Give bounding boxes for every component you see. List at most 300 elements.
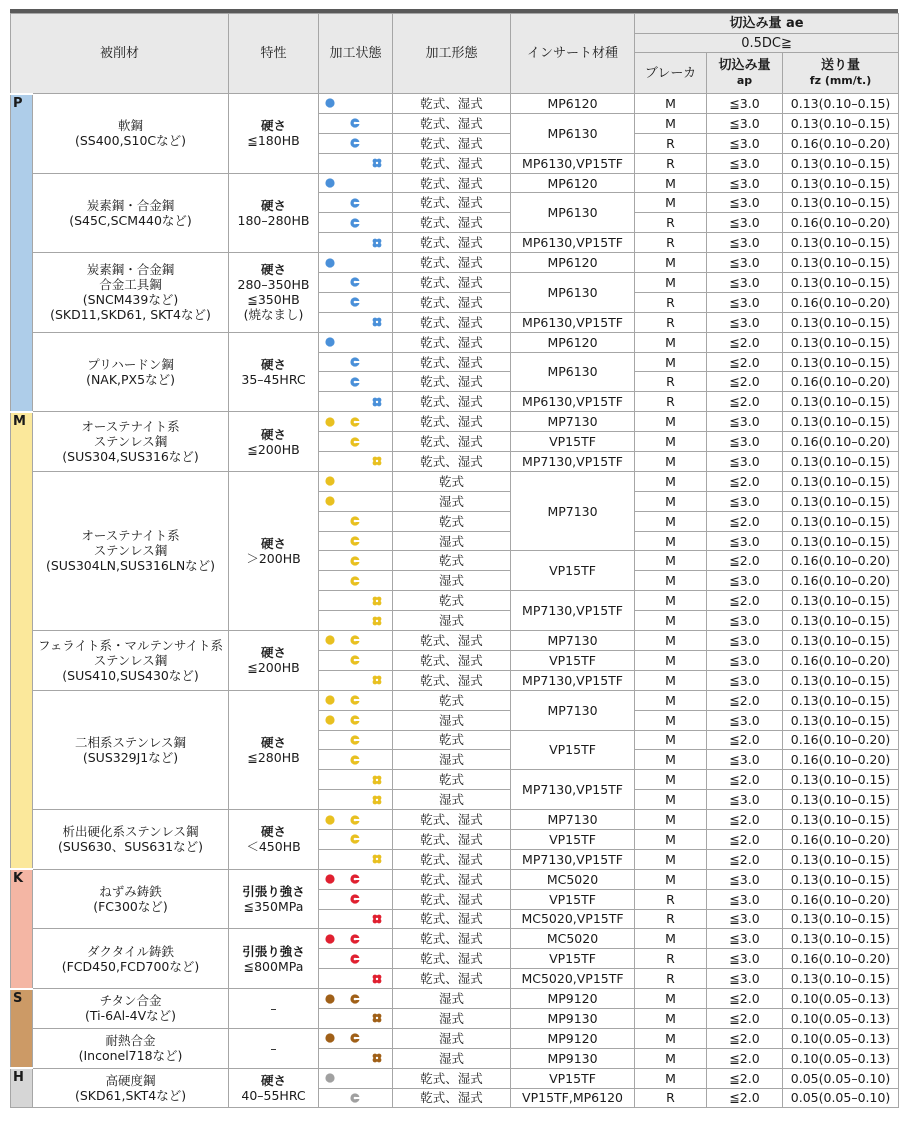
condition-icon-group [319,274,392,290]
depth-ap: ≦2.0 [707,511,783,531]
property-line: 引張り強さ [242,943,305,959]
machining-form: 乾式、湿式 [393,213,511,233]
breaker-type: M [635,531,707,551]
depth-ap: ≦2.0 [707,372,783,392]
machining-form: 乾式、湿式 [393,1088,511,1108]
breaker-type: M [635,770,707,790]
material-line: 二相系ステンレス鋼 [75,734,186,750]
insert-grade: MP7130 [511,631,635,651]
material-line: プリハードン鋼 [87,356,174,372]
condition-icons [319,1068,393,1088]
material-property [229,94,319,174]
machining-form: 乾式、湿式 [393,113,511,133]
material-line: 合金工具鋼 [99,277,162,293]
depth-ap: ≦3.0 [707,531,783,551]
depth-ap: ≦2.0 [707,1048,783,1068]
header-ap-unit: ap [736,74,753,87]
feed-fz: 0.10(0.05–0.13) [783,989,899,1009]
property-line: 硬さ [261,734,287,750]
notched-circle-icon [350,198,360,208]
condition-icons [319,949,393,969]
depth-ap: ≦3.0 [707,292,783,312]
breaker-type: R [635,292,707,312]
breaker-type: M [635,253,707,273]
material-line: ステンレス鋼 [93,543,168,559]
material-name [33,1068,229,1108]
table-row [11,173,899,193]
depth-ap: ≦2.0 [707,1008,783,1028]
material-property [229,631,319,691]
material-property [229,253,319,333]
property-line: 硬さ [261,535,287,551]
condition-icon-group [319,632,392,648]
depth-ap: ≦3.0 [707,173,783,193]
feed-fz: 0.13(0.10–0.15) [783,153,899,173]
feed-fz: 0.13(0.10–0.15) [783,909,899,929]
condition-icon-group [319,573,392,589]
feed-fz: 0.16(0.10–0.20) [783,292,899,312]
breaker-type: M [635,551,707,571]
machining-form: 乾式 [393,511,511,531]
machining-form: 乾式、湿式 [393,829,511,849]
material-name [33,94,229,174]
feed-fz: 0.16(0.10–0.20) [783,730,899,750]
condition-icons [319,213,393,233]
machining-form: 乾式 [393,471,511,491]
insert-grade: MP6120 [511,253,635,273]
insert-grade: MC5020 [511,929,635,949]
condition-icons [319,929,393,949]
material-line: 炭素鋼・合金鋼 [86,197,175,213]
condition-icons [319,989,393,1009]
feed-fz: 0.13(0.10–0.15) [783,670,899,690]
notched-circle-icon [350,954,360,964]
depth-ap: ≦3.0 [707,790,783,810]
material-property [229,173,319,253]
depth-ap: ≦3.0 [707,889,783,909]
notched-circle-icon [350,755,360,765]
table-row [11,631,899,651]
table-row [11,471,899,491]
condition-icon-group [319,891,392,907]
feed-fz: 0.13(0.10–0.15) [783,332,899,352]
insert-grade: MP7130,VP15TF [511,670,635,690]
breaker-type: M [635,452,707,472]
insert-grade: MP9130 [511,1048,635,1068]
insert-grade: MP9120 [511,1028,635,1048]
feed-fz: 0.16(0.10–0.20) [783,432,899,452]
insert-grade: VP15TF [511,551,635,591]
depth-ap: ≦3.0 [707,631,783,651]
breaker-type: M [635,193,707,213]
property-line: ≦180HB [247,133,300,149]
condition-icon-group [319,95,392,111]
material-line: ステンレス鋼 [93,652,168,668]
breaker-type: M [635,173,707,193]
solid-circle-icon [325,178,335,188]
condition-icon-group [319,235,392,251]
property-line: – [270,1000,277,1016]
header-feed-unit: fz (mm/t.) [809,74,872,87]
machining-form: 湿式 [393,611,511,631]
depth-ap: ≦2.0 [707,591,783,611]
material-line: 耐熱合金 [105,1033,156,1049]
material-property [229,1068,319,1108]
material-name [33,471,229,630]
machining-form: 乾式、湿式 [393,94,511,114]
insert-grade: VP15TF [511,829,635,849]
condition-icons [319,153,393,173]
condition-icons [319,790,393,810]
insert-grade: MC5020,VP15TF [511,969,635,989]
machining-form: 湿式 [393,571,511,591]
table-row [11,869,899,889]
table-row [11,810,899,830]
machining-form: 乾式、湿式 [393,869,511,889]
notched-circle-icon [350,655,360,665]
material-property [229,690,319,809]
condition-icon-group [319,1050,392,1066]
breaker-type: R [635,969,707,989]
property-line: 280–350HB [237,277,310,293]
feed-fz: 0.10(0.05–0.13) [783,1028,899,1048]
machining-form: 乾式、湿式 [393,452,511,472]
depth-ap: ≦3.0 [707,253,783,273]
indexable-insert-icon [372,775,382,785]
insert-grade: MP6130,VP15TF [511,153,635,173]
condition-icons [319,730,393,750]
condition-icons [319,551,393,571]
property-line: 180–280HB [237,212,310,228]
insert-grade: VP15TF [511,949,635,969]
header-depth-group: 切込み量 ae [635,14,899,34]
depth-ap: ≦3.0 [707,750,783,770]
condition-icons [319,312,393,332]
property-line: ≦280HB [247,749,300,765]
condition-icon-group [319,772,392,788]
condition-icons [319,591,393,611]
category-h: H [11,1068,33,1108]
depth-ap: ≦3.0 [707,650,783,670]
material-line: ねずみ鋳鉄 [99,884,162,900]
material-line: (SS400,S10Cなど) [74,133,187,149]
breaker-type: M [635,352,707,372]
insert-grade: VP15TF [511,432,635,452]
breaker-type: M [635,869,707,889]
table-row [11,1028,899,1048]
condition-icons [319,491,393,511]
material-property [229,412,319,472]
header-ap-label: 切込み量 [718,58,771,73]
condition-icons [319,332,393,352]
machining-form: 乾式、湿式 [393,949,511,969]
insert-grade: MP6130,VP15TF [511,312,635,332]
header-feed [783,53,899,94]
depth-ap: ≦2.0 [707,1088,783,1108]
condition-icons [319,631,393,651]
condition-icons [319,650,393,670]
indexable-insert-icon [372,854,382,864]
condition-icon-group [319,613,392,629]
indexable-insert-icon [372,675,382,685]
breaker-type: M [635,591,707,611]
machining-form: 湿式 [393,750,511,770]
feed-fz: 0.13(0.10–0.15) [783,412,899,432]
condition-icon-group [319,533,392,549]
material-line: (FCD450,FCD700など) [61,958,200,974]
machining-form: 乾式、湿式 [393,650,511,670]
feed-fz: 0.16(0.10–0.20) [783,551,899,571]
material-line: (SUS329J1など) [82,749,179,765]
material-name [33,332,229,412]
feed-fz: 0.13(0.10–0.15) [783,690,899,710]
solid-circle-icon [325,715,335,725]
depth-ap: ≦3.0 [707,452,783,472]
table-row [11,929,899,949]
machining-form: 湿式 [393,710,511,730]
breaker-type: M [635,631,707,651]
material-line: ステンレス鋼 [93,434,168,450]
condition-icons [319,352,393,372]
header-depth-value: 0.5DC≧ [635,34,899,53]
condition-icon-group [319,911,392,927]
notched-circle-icon [350,556,360,566]
material-line: (NAK,PX5など) [86,371,175,387]
solid-circle-icon [325,815,335,825]
header-breaker: ブレーカ [635,53,707,94]
feed-fz: 0.13(0.10–0.15) [783,113,899,133]
condition-icon-group [319,453,392,469]
notched-circle-icon [350,934,360,944]
feed-fz: 0.13(0.10–0.15) [783,849,899,869]
property-line: 引張り強さ [242,884,305,900]
material-name [33,253,229,333]
table-row [11,332,899,352]
condition-icon-group [319,354,392,370]
material-property [229,929,319,989]
depth-ap: ≦2.0 [707,392,783,412]
notched-circle-icon [350,1093,360,1103]
breaker-type: M [635,650,707,670]
solid-circle-icon [325,476,335,486]
feed-fz: 0.16(0.10–0.20) [783,372,899,392]
indexable-insert-icon [372,158,382,168]
feed-fz: 0.13(0.10–0.15) [783,611,899,631]
condition-icon-group [319,434,392,450]
condition-icon-group [319,314,392,330]
feed-fz: 0.13(0.10–0.15) [783,312,899,332]
condition-icons [319,1028,393,1048]
table-row [11,412,899,432]
condition-icon-group [319,652,392,668]
condition-icons [319,432,393,452]
notched-circle-icon [350,297,360,307]
machining-form: 湿式 [393,491,511,511]
insert-grade: MP7130 [511,471,635,551]
insert-grade: MP7130,VP15TF [511,452,635,472]
condition-icons [319,770,393,790]
solid-circle-icon [325,417,335,427]
notched-circle-icon [350,735,360,745]
material-line: オーステナイト系 [81,528,180,544]
insert-grade: VP15TF [511,650,635,670]
machining-form: 乾式、湿式 [393,312,511,332]
feed-fz: 0.05(0.05–0.10) [783,1068,899,1088]
breaker-type: M [635,1048,707,1068]
condition-icon-group [319,115,392,131]
feed-fz: 0.10(0.05–0.13) [783,1048,899,1068]
breaker-type: M [635,412,707,432]
condition-icons [319,670,393,690]
insert-grade: MP6130 [511,113,635,153]
material-property [229,989,319,1029]
condition-icons [319,969,393,989]
property-line: ≦800MPa [243,958,304,974]
solid-circle-icon [325,337,335,347]
condition-icons [319,869,393,889]
condition-icon-group [319,473,392,489]
insert-grade: MP6130 [511,352,635,392]
feed-fz: 0.10(0.05–0.13) [783,1008,899,1028]
depth-ap: ≦2.0 [707,551,783,571]
feed-fz: 0.16(0.10–0.20) [783,829,899,849]
breaker-type: M [635,571,707,591]
condition-icon-group [319,1030,392,1046]
breaker-type: M [635,432,707,452]
property-line: 硬さ [261,426,287,442]
feed-fz: 0.13(0.10–0.15) [783,869,899,889]
depth-ap: ≦3.0 [707,193,783,213]
indexable-insert-icon [372,974,382,984]
breaker-type: M [635,1028,707,1048]
indexable-insert-icon [372,317,382,327]
condition-icon-group [319,175,392,191]
machining-form: 乾式 [393,770,511,790]
feed-fz: 0.13(0.10–0.15) [783,511,899,531]
condition-icons [319,253,393,273]
machining-form: 乾式、湿式 [393,631,511,651]
condition-icons [319,511,393,531]
feed-fz: 0.05(0.05–0.10) [783,1088,899,1108]
category-p: P [11,94,33,412]
feed-fz: 0.13(0.10–0.15) [783,94,899,114]
breaker-type: M [635,1008,707,1028]
insert-grade: MP7130,VP15TF [511,591,635,631]
notched-circle-icon [350,377,360,387]
material-line: チタン合金 [99,993,162,1009]
breaker-type: R [635,889,707,909]
breaker-type: M [635,929,707,949]
solid-circle-icon [325,994,335,1004]
material-line: ダクタイル鋳鉄 [87,943,175,959]
condition-icon-group [319,752,392,768]
condition-icons [319,471,393,491]
feed-fz: 0.16(0.10–0.20) [783,133,899,153]
solid-circle-icon [325,1033,335,1043]
material-line: (SUS304,SUS316など) [62,449,199,465]
condition-icon-group [319,672,392,688]
depth-ap: ≦2.0 [707,989,783,1009]
breaker-type: M [635,710,707,730]
depth-ap: ≦2.0 [707,829,783,849]
feed-fz: 0.13(0.10–0.15) [783,631,899,651]
breaker-type: M [635,690,707,710]
property-line: ≦200HB [247,660,300,676]
depth-ap: ≦3.0 [707,412,783,432]
material-line: (S45C,SCM440など) [69,212,192,228]
insert-grade: MP9120 [511,989,635,1009]
condition-icons [319,452,393,472]
breaker-type: M [635,511,707,531]
insert-grade: MP7130 [511,690,635,730]
notched-circle-icon [350,357,360,367]
insert-grade: VP15TF [511,889,635,909]
feed-fz: 0.16(0.10–0.20) [783,213,899,233]
condition-icon-group [319,951,392,967]
property-line: 硬さ [261,356,287,372]
condition-icons [319,193,393,213]
breaker-type: M [635,670,707,690]
depth-ap: ≦3.0 [707,94,783,114]
condition-icon-group [319,1070,392,1086]
breaker-type: R [635,909,707,929]
condition-icon-group [319,334,392,350]
table-row [11,989,899,1009]
feed-fz: 0.13(0.10–0.15) [783,352,899,372]
machining-form: 湿式 [393,1028,511,1048]
machining-form: 乾式、湿式 [393,392,511,412]
material-line: (SUS304LN,SUS316LNなど) [45,558,216,574]
machining-form: 湿式 [393,531,511,551]
condition-icon-group [319,871,392,887]
notched-circle-icon [350,994,360,1004]
table-row [11,253,899,273]
material-line: 炭素鋼・合金鋼 [86,262,175,278]
solid-circle-icon [325,874,335,884]
material-line: (FC300など) [93,899,168,915]
material-name [33,929,229,989]
condition-icons [319,710,393,730]
breaker-type: M [635,849,707,869]
condition-icons [319,611,393,631]
depth-ap: ≦3.0 [707,233,783,253]
header-form: 加工形態 [393,14,511,94]
notched-circle-icon [350,815,360,825]
table-row [11,690,899,710]
machining-form: 湿式 [393,790,511,810]
machining-form: 乾式、湿式 [393,193,511,213]
category-m: M [11,412,33,869]
indexable-insert-icon [372,795,382,805]
condition-icon-group [319,1010,392,1026]
condition-icon-group [319,593,392,609]
machining-form: 乾式、湿式 [393,929,511,949]
depth-ap: ≦2.0 [707,730,783,750]
breaker-type: M [635,471,707,491]
notched-circle-icon [350,1033,360,1043]
depth-ap: ≦3.0 [707,710,783,730]
condition-icons [319,392,393,412]
condition-icons [319,1088,393,1108]
notched-circle-icon [350,536,360,546]
feed-fz: 0.13(0.10–0.15) [783,491,899,511]
condition-icons [319,810,393,830]
breaker-type: R [635,1088,707,1108]
solid-circle-icon [325,258,335,268]
property-line: 硬さ [261,824,287,840]
breaker-type: R [635,133,707,153]
machining-form: 乾式、湿式 [393,670,511,690]
